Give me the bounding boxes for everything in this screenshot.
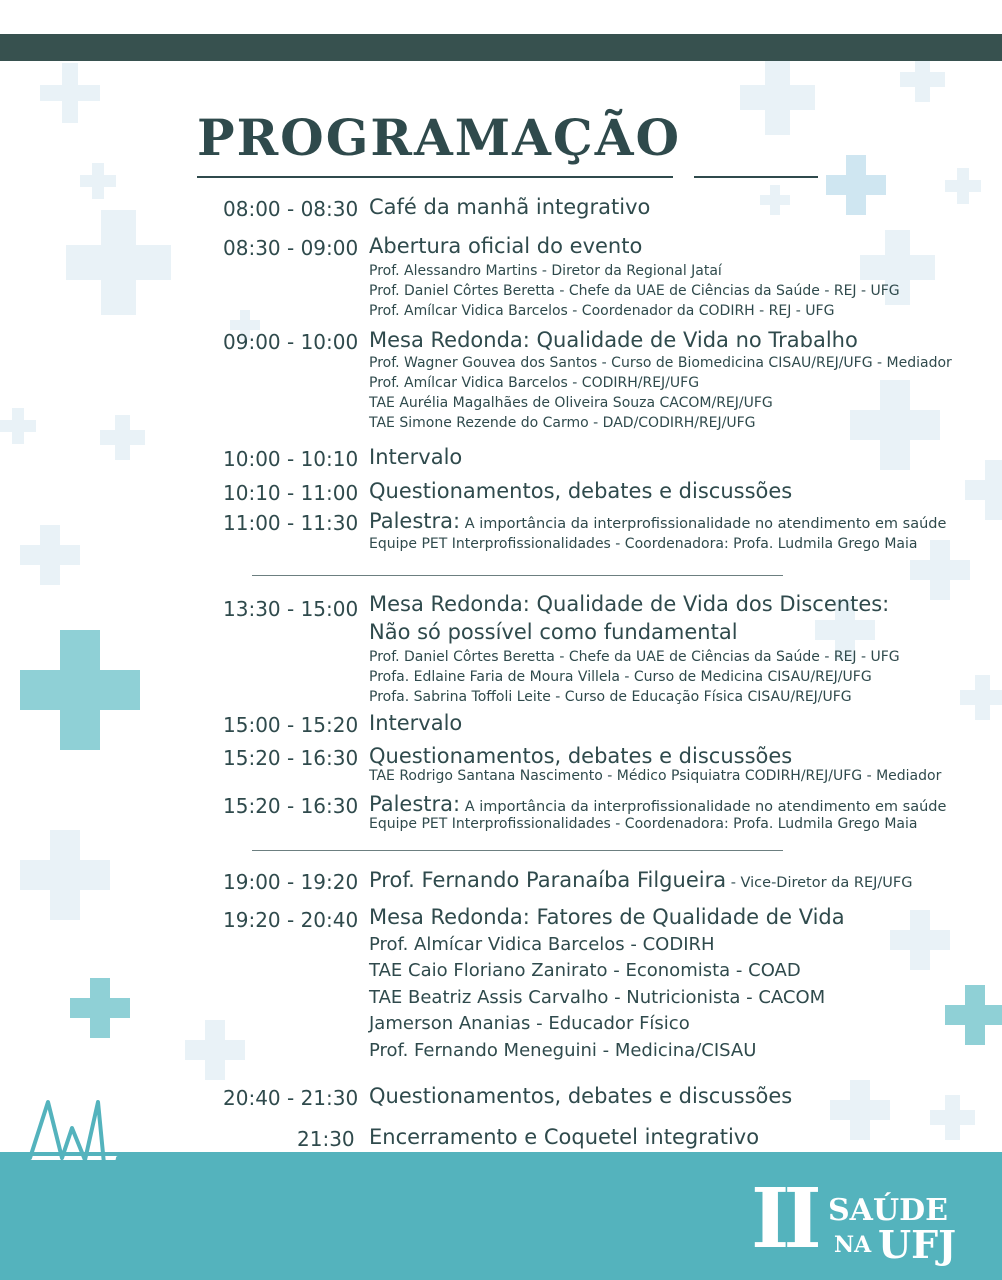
slot-time: 10:10 - 11:00: [223, 481, 359, 505]
slot-heading-sub: A importância da interprofissionalidade no atendimento em saúde: [460, 799, 947, 815]
section-divider: [252, 850, 783, 851]
slot-heading-sub: A importância da interprofissionalidade no atendimento em saúde: [460, 516, 947, 532]
slot-time: 13:30 - 15:00: [223, 597, 359, 621]
slot-heading: Mesa Redonda: Qualidade de Vida dos Discentes:: [369, 592, 890, 616]
pale-cross: [965, 460, 1002, 520]
pale-cross: [760, 185, 790, 215]
teal-cross: [945, 985, 1002, 1045]
logo-numeral: II: [751, 1171, 816, 1267]
pale-cross: [910, 540, 970, 600]
pale-cross: [0, 408, 36, 444]
pale-cross: [185, 1020, 245, 1080]
title-underline-short: [694, 176, 818, 178]
title-underline: [197, 176, 673, 178]
pale-cross: [900, 57, 945, 102]
logo-ufj: UFJ: [878, 1222, 957, 1267]
slot-detail: Equipe PET Interprofissionalidades - Coordenadora: Profa. Ludmila Grego Maia: [369, 536, 918, 552]
slot-detail: Jamerson Ananias - Educador Físico: [369, 1013, 690, 1034]
pale-cross: [850, 380, 940, 470]
slot-time: 08:00 - 08:30: [223, 197, 359, 221]
slot-detail: Prof. Alessandro Martins - Diretor da Regional Jataí: [369, 263, 722, 279]
pale-cross: [20, 830, 110, 920]
teal-cross: [70, 978, 130, 1038]
pale-cross: [740, 60, 815, 135]
pale-cross: [930, 1095, 975, 1140]
slot-heading: Intervalo: [369, 711, 463, 735]
slot-heading: Café da manhã integrativo: [369, 195, 651, 219]
slot-detail: Profa. Edlaine Faria de Moura Villela - Curso de Medicina CISAU/REJ/UFG: [369, 669, 872, 685]
slot-heading: Encerramento e Coquetel integrativo: [369, 1125, 760, 1149]
slot-heading-sub: - Vice-Diretor da REJ/UFG: [726, 875, 913, 891]
slot-detail: Prof. Amílcar Vidica Barcelos - Coordenador da CODIRH - REJ - UFG: [369, 303, 835, 319]
slot-heading-line2: Não só possível como fundamental: [369, 620, 738, 644]
slot-time: 20:40 - 21:30: [223, 1086, 359, 1110]
slot-time: 19:20 - 20:40: [223, 908, 359, 932]
slot-time: 15:20 - 16:30: [223, 794, 359, 818]
slot-detail: TAE Simone Rezende do Carmo - DAD/CODIRH/REJ/UFG: [369, 415, 756, 431]
top-bar: [0, 34, 1002, 61]
slot-time: 19:00 - 19:20: [223, 870, 359, 894]
slot-heading: Questionamentos, debates e discussões: [369, 479, 793, 503]
slot-time: 10:00 - 10:10: [223, 447, 359, 471]
slot-detail: TAE Beatriz Assis Carvalho - Nutricionista - CACOM: [369, 987, 826, 1008]
slot-detail: Prof. Wagner Gouvea dos Santos - Curso de Biomedicina CISAU/REJ/UFG - Mediador: [369, 355, 952, 371]
slot-time: 09:00 - 10:00: [223, 330, 359, 354]
page-title: PROGRAMAÇÃO: [197, 108, 682, 167]
slot-detail: Prof. Daniel Côrtes Beretta - Chefe da UAE de Ciências da Saúde - REJ - UFG: [369, 649, 900, 665]
pale-cross: [20, 525, 80, 585]
pale-cross: [100, 415, 145, 460]
pale-cross: [945, 168, 981, 204]
light-blue-cross-group: [826, 155, 886, 215]
slot-heading: Mesa Redonda: Qualidade de Vida no Trabalho: [369, 328, 858, 352]
slot-detail: Prof. Daniel Côrtes Beretta - Chefe da UAE de Ciências da Saúde - REJ - UFG: [369, 283, 900, 299]
light-blue-cross: [826, 155, 886, 215]
slot-time: 08:30 - 09:00: [223, 236, 359, 260]
slot-heading-main: Prof. Fernando Paranaíba Filgueira: [369, 868, 727, 892]
pale-cross: [66, 210, 171, 315]
pale-cross: [960, 675, 1002, 720]
slot-heading: Questionamentos, debates e discussões: [369, 744, 793, 768]
bottom-accent-line: [0, 1152, 1002, 1156]
slot-heading: Intervalo: [369, 445, 463, 469]
slot-time: 21:30: [297, 1127, 355, 1151]
logo-na: NA: [834, 1232, 872, 1258]
slot-detail: Prof. Almícar Vidica Barcelos - CODIRH: [369, 934, 715, 955]
slot-detail: TAE Caio Floriano Zanirato - Economista - COAD: [369, 960, 801, 981]
slot-heading: Questionamentos, debates e discussões: [369, 1084, 793, 1108]
slot-heading-main: Palestra:: [369, 509, 461, 533]
slot-heading: [369, 509, 946, 533]
slot-heading: Mesa Redonda: Fatores de Qualidade de Vida: [369, 905, 845, 929]
pale-cross: [890, 910, 950, 970]
slot-time: 15:20 - 16:30: [223, 746, 359, 770]
slot-detail: TAE Aurélia Magalhães de Oliveira Souza CACOM/REJ/UFG: [369, 395, 773, 411]
slot-time: 11:00 - 11:30: [223, 511, 359, 535]
pale-cross: [40, 63, 100, 123]
slot-detail: Prof. Fernando Meneguini - Medicina/CISAU: [369, 1040, 757, 1061]
teal-cross: [20, 630, 140, 750]
slot-detail: Equipe PET Interprofissionalidades - Coordenadora: Profa. Ludmila Grego Maia: [369, 816, 918, 832]
pale-cross: [80, 163, 116, 199]
slot-heading: [369, 868, 912, 892]
slot-heading: Abertura oficial do evento: [369, 234, 643, 258]
slot-heading: [369, 792, 946, 816]
slot-heading-main: Palestra:: [369, 792, 461, 816]
slot-time: 15:00 - 15:20: [223, 713, 359, 737]
logo-saude: SAÚDE: [828, 1193, 948, 1228]
slot-detail: Prof. Amílcar Vidica Barcelos - CODIRH/REJ/UFG: [369, 375, 700, 391]
slot-detail: TAE Rodrigo Santana Nascimento - Médico Psiquiatra CODIRH/REJ/UFG - Mediador: [369, 768, 942, 784]
pale-cross: [830, 1080, 890, 1140]
section-divider: [252, 575, 783, 576]
slot-detail: Profa. Sabrina Toffoli Leite - Curso de Educação Física CISAU/REJ/UFG: [369, 689, 852, 705]
